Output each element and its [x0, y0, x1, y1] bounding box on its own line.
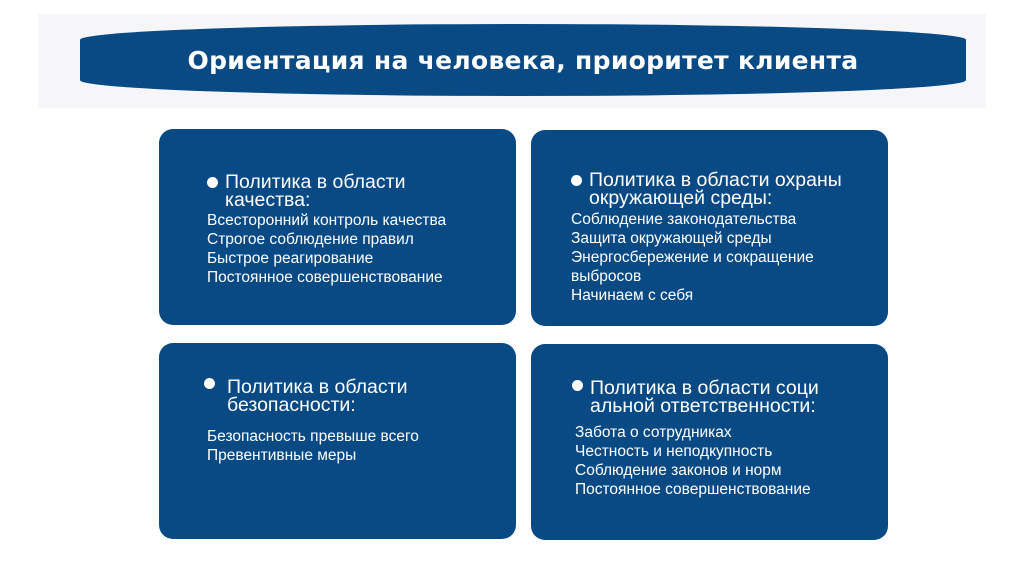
card-heading-line: безопасности:: [227, 394, 356, 416]
card-heading-line: окружающей среды:: [589, 187, 773, 209]
card-heading-line: Политика в области соци: [590, 377, 819, 399]
card-list: [575, 423, 811, 499]
list-item: Безопасность превыше всего: [207, 428, 419, 445]
list-item: Превентивные меры: [207, 447, 357, 464]
list-item: Честность и неподкупность: [575, 443, 773, 460]
bullet-icon: [204, 378, 215, 389]
card-heading: [590, 379, 819, 415]
list-item: Забота о сотрудниках: [575, 424, 732, 441]
card-heading-line: качества:: [225, 189, 311, 211]
card-heading-line: Политика в области: [225, 171, 406, 193]
card-heading-line: Политика в области: [227, 376, 408, 398]
list-item: Постоянное совершенствование: [575, 481, 811, 498]
bullet-icon: [207, 177, 218, 188]
list-item: Строгое соблюдение правил: [207, 231, 414, 248]
page-title: Ориентация на человека, приоритет клиента: [187, 45, 859, 75]
card-heading-line: альной ответственности:: [590, 395, 816, 417]
list-item: Защита окружающей среды: [571, 230, 772, 247]
card-heading-line: Политика в области охраны: [589, 169, 842, 191]
list-item: выбросов: [571, 268, 642, 285]
list-item: Всесторонний контроль качества: [207, 212, 447, 229]
list-item: Постоянное совершенствование: [207, 269, 443, 286]
card-social-responsibility-policy: [531, 344, 888, 540]
list-item: Быстрое реагирование: [207, 250, 374, 267]
list-item: Соблюдение законодательства: [571, 211, 797, 228]
list-item: Соблюдение законов и норм: [575, 462, 782, 479]
card-list: [207, 427, 419, 465]
card-heading: [227, 378, 407, 414]
card-quality-policy: [159, 129, 516, 325]
card-list: [207, 211, 446, 287]
list-item: Энергосбережение и сокращение: [571, 249, 814, 266]
card-list: [571, 210, 814, 305]
card-heading: [225, 173, 405, 209]
card-heading: [589, 171, 842, 207]
list-item: Начинаем с себя: [571, 287, 694, 304]
bullet-icon: [572, 380, 583, 391]
title-banner: [80, 24, 966, 96]
card-safety-policy: [159, 343, 516, 539]
bullet-icon: [571, 175, 582, 186]
card-environment-policy: [531, 130, 888, 326]
